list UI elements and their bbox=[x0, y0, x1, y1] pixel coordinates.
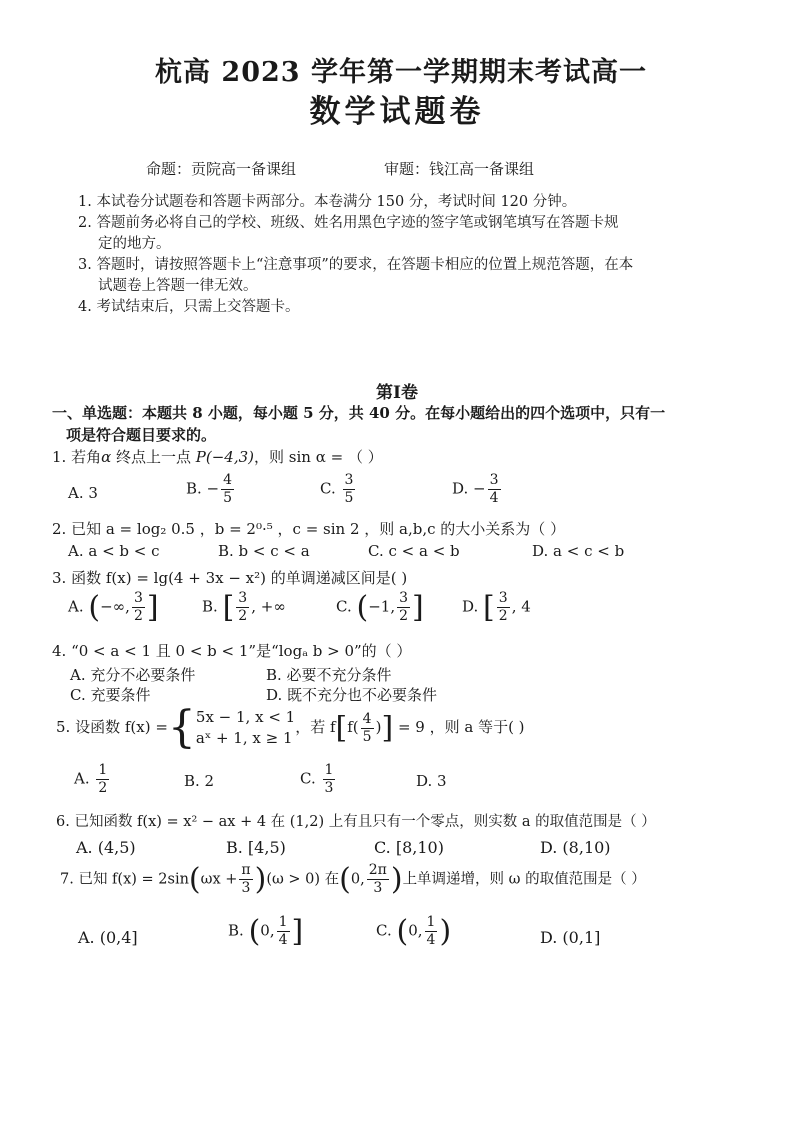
denominator: 4 bbox=[489, 490, 499, 506]
instruction-line: 定的地方。 bbox=[98, 236, 171, 252]
q1-option-d bbox=[452, 472, 503, 507]
q1-text: ，则 sin α = （ ） bbox=[254, 448, 383, 466]
q2-option-c: C. c < a < b bbox=[368, 542, 460, 560]
question-7-stem: 7. 已知 f(x) = 2sin(ωx + $\frac{\pi}{3}$ )(ω > 0) 在(0, $\frac{2\pi}{3}$ )上单调递增，则 ω 的取值范围是（ ） bbox=[60, 862, 646, 897]
case-2: aˣ + 1, x ≥ 1 bbox=[195, 729, 293, 747]
denominator: 3 bbox=[373, 880, 383, 896]
section-title: 第Ⅰ卷 bbox=[376, 383, 418, 403]
fraction bbox=[221, 472, 234, 507]
question-1-stem bbox=[52, 446, 383, 467]
q3-option-a: A. (−∞, $\frac{3}{2}$ ] bbox=[68, 590, 159, 625]
author-reviewer: 审题：钱江高一备课组 bbox=[384, 160, 535, 178]
q3-option-c: C. (−1, $\frac{3}{2}$ ] bbox=[336, 590, 424, 625]
numerator: 2π bbox=[368, 862, 387, 878]
q7-text: 上单调递增，则 ω 的取值范围是（ ） bbox=[402, 871, 646, 888]
q1-option-a: A. 3 bbox=[68, 484, 98, 502]
interval-left: 0, bbox=[408, 921, 423, 940]
q5-text: = 9 ，则 a 等于( ) bbox=[397, 718, 525, 736]
numerator: π bbox=[241, 862, 251, 878]
q7-option-c: C. (0, $\frac{1}{4}$ ) bbox=[376, 914, 452, 949]
fraction bbox=[239, 862, 252, 897]
denominator: 5 bbox=[223, 490, 233, 506]
denominator: 4 bbox=[426, 932, 436, 948]
instruction-line: 4. 考试结束后，只需上交答题卡。 bbox=[78, 299, 300, 315]
fraction bbox=[425, 914, 438, 949]
q5-option-a-label: A. bbox=[74, 769, 90, 788]
q1-option-d-label: D. − bbox=[452, 479, 486, 498]
fraction bbox=[277, 914, 290, 949]
q5-option-c bbox=[300, 762, 337, 797]
q7-interval-left: 0, bbox=[350, 871, 365, 888]
q3-option-d: D. [ $\frac{3}{2}$ , 4 bbox=[462, 590, 531, 625]
numerator: 4 bbox=[362, 710, 372, 727]
question-2-stem: 2. 已知 a = log₂ 0.5 ，b = 2⁰·⁵ ，c = sin 2 ，则 a,b,c 的大小关系为（ ） bbox=[52, 520, 566, 538]
q3-option-d-label: D. bbox=[462, 597, 479, 616]
q2-option-d: D. a < c < b bbox=[532, 542, 625, 560]
denominator: 3 bbox=[324, 780, 334, 796]
question-3-stem: 3. 函数 f(x) = lg(4 + 3x − x²) 的单调递减区间是( ) bbox=[52, 569, 408, 587]
q6-option-d: D. (8,10) bbox=[540, 838, 611, 857]
author-proposer: 命题：贡院高一备课组 bbox=[146, 160, 297, 178]
q6-option-a: A. (4,5) bbox=[76, 838, 136, 857]
q5-inner-f: f( bbox=[347, 718, 359, 736]
interval-left: 0, bbox=[260, 921, 275, 940]
interval-left: −∞, bbox=[100, 597, 130, 616]
q3-option-b-label: B. bbox=[202, 597, 218, 616]
q4-option-c: C. 充要条件 bbox=[70, 686, 151, 704]
numerator: 3 bbox=[133, 590, 143, 606]
q1-option-b bbox=[186, 472, 236, 507]
q5-option-c-label: C. bbox=[300, 769, 316, 788]
q2-option-a: A. a < b < c bbox=[68, 542, 160, 560]
piecewise-cases bbox=[196, 707, 295, 749]
q7-text: 7. 已知 f(x) = 2sin bbox=[60, 871, 189, 888]
fraction bbox=[488, 472, 501, 507]
numerator: 1 bbox=[426, 914, 436, 930]
section-heading bbox=[52, 402, 665, 446]
numerator: 3 bbox=[489, 472, 499, 488]
instruction-line: 1. 本试卷分试题卷和答题卡两部分。本卷满分 150 分，考试时间 120 分钟。 bbox=[78, 194, 577, 210]
numerator: 1 bbox=[278, 914, 288, 930]
denominator: 3 bbox=[241, 880, 251, 896]
question-4-stem: 4. “0 < a < 1 且 0 < b < 1”是“logₐ b > 0”的（ ） bbox=[52, 642, 412, 660]
section-heading-line: 项是符合题目要求的。 bbox=[66, 426, 217, 444]
interval-right: , +∞ bbox=[251, 597, 286, 616]
q1-option-c-label: C. bbox=[320, 479, 336, 498]
q2-option-b: B. b < c < a bbox=[218, 542, 310, 560]
denominator: 2 bbox=[399, 608, 409, 624]
q7-option-a: A. (0,4] bbox=[78, 928, 138, 947]
fraction bbox=[397, 590, 410, 625]
exam-subtitle: 数学试题卷 bbox=[309, 94, 485, 130]
section-heading-line: 一、单选题：本题共 8 小题，每小题 5 分，共 40 分。在每小题给出的四个选项中，只有一 bbox=[52, 404, 666, 422]
q1-text: 终点上一点 bbox=[111, 448, 196, 466]
q1-option-c bbox=[320, 472, 357, 507]
instruction-line: 2. 答题前务必将自己的学校、班级、姓名用黑色字迹的签字笔或钢笔填写在答题卡规 bbox=[78, 215, 619, 231]
q4-option-d: D. 既不充分也不必要条件 bbox=[266, 686, 438, 704]
denominator: 4 bbox=[278, 932, 288, 948]
denominator: 2 bbox=[498, 608, 508, 624]
instruction-line: 3. 答题时，请按照答题卡上“注意事项”的要求，在答题卡相应的位置上规范答题，在本 bbox=[78, 257, 634, 273]
fraction bbox=[343, 472, 356, 507]
q6-option-c: C. [8,10) bbox=[374, 838, 444, 857]
q5-option-b: B. 2 bbox=[184, 772, 215, 790]
q5-text: ，若 f bbox=[295, 718, 336, 736]
numerator: 3 bbox=[399, 590, 409, 606]
denominator: 5 bbox=[344, 490, 354, 506]
q7-text: (ω > 0) 在 bbox=[266, 871, 340, 888]
denominator: 2 bbox=[98, 780, 108, 796]
case-1: 5x − 1, x < 1 bbox=[195, 708, 296, 726]
numerator: 3 bbox=[344, 472, 354, 488]
q7-option-b-label: B. bbox=[228, 921, 244, 940]
fraction bbox=[361, 711, 374, 746]
numerator: 3 bbox=[498, 590, 508, 606]
fraction bbox=[132, 590, 145, 625]
denominator: 2 bbox=[238, 608, 248, 624]
exam-title: 杭高 2023 学年第一学期期末考试高一 bbox=[155, 57, 647, 88]
q1-point: P(−4,3) bbox=[195, 448, 255, 466]
q5-option-a bbox=[74, 762, 111, 797]
q4-option-b: B. 必要不充分条件 bbox=[266, 666, 392, 684]
interval-left: −1, bbox=[368, 597, 396, 616]
q7-option-c-label: C. bbox=[376, 921, 392, 940]
q6-option-b: B. [4,5) bbox=[226, 838, 286, 857]
fraction bbox=[323, 762, 336, 797]
numerator: 1 bbox=[324, 762, 334, 778]
numerator: 1 bbox=[98, 762, 108, 778]
denominator: 5 bbox=[362, 728, 372, 745]
question-6-stem: 6. 已知函数 f(x) = x² − ax + 4 在 (1,2) 上有且只有一个零点，则实数 a 的取值范围是（ ） bbox=[56, 814, 656, 830]
instruction-line: 试题卷上答题一律无效。 bbox=[98, 278, 258, 294]
q5-option-d: D. 3 bbox=[416, 772, 447, 790]
q7-option-b: B. (0, $\frac{1}{4}$ ] bbox=[228, 914, 304, 949]
q7-option-d: D. (0,1] bbox=[540, 928, 601, 947]
interval-right: , 4 bbox=[511, 597, 531, 616]
exam-instructions bbox=[78, 192, 633, 318]
fraction bbox=[236, 590, 249, 625]
fraction bbox=[497, 590, 510, 625]
fraction bbox=[96, 762, 109, 797]
numerator: 3 bbox=[238, 590, 248, 606]
q3-option-b: B. [ $\frac{3}{2}$ , +∞ bbox=[202, 590, 286, 625]
q1-option-b-label: B. − bbox=[186, 479, 220, 498]
denominator: 2 bbox=[133, 608, 143, 624]
q1-text: 1. 若角 bbox=[52, 448, 102, 466]
q5-text: 5. 设函数 f(x) = bbox=[56, 718, 168, 736]
q7-arg: ωx + bbox=[200, 871, 238, 888]
q1-alpha: α bbox=[101, 448, 112, 466]
numerator: 4 bbox=[223, 472, 233, 488]
q4-option-a: A. 充分不必要条件 bbox=[70, 666, 196, 684]
q3-option-c-label: C. bbox=[336, 597, 352, 616]
fraction bbox=[367, 862, 389, 897]
question-5-stem: 5. 设函数 f(x) ={ 5x − 1, x < 1 aˣ + 1, x ≥ 1 ，若 f[f( $\frac{4}{5}$ )] = 9 ，则 a 等于( ) bbox=[56, 702, 525, 753]
q3-option-a-label: A. bbox=[68, 597, 84, 616]
